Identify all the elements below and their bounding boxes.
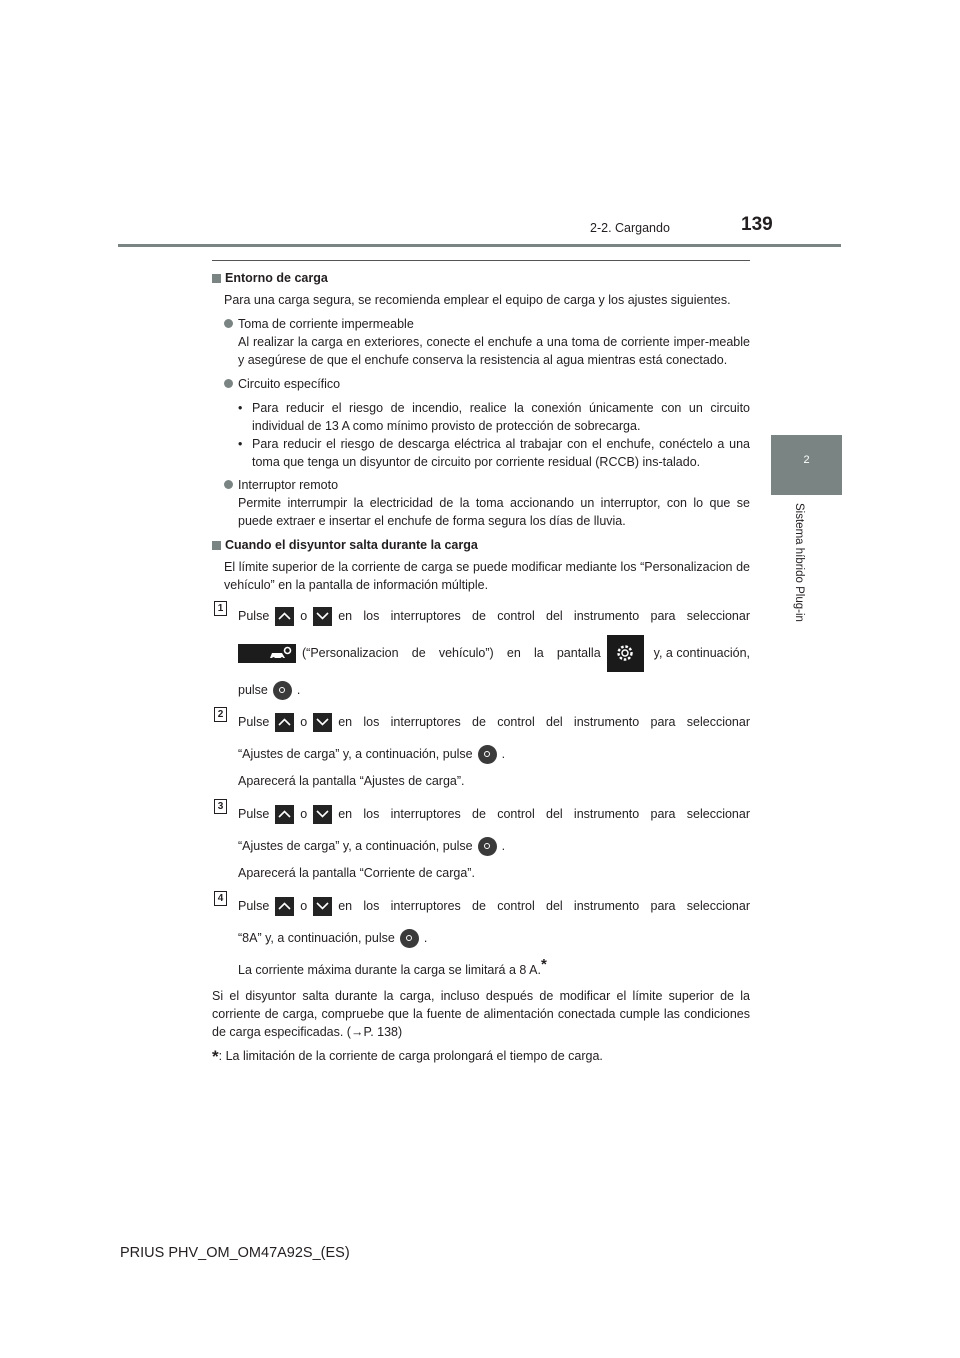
ok-button-icon xyxy=(400,929,419,948)
footnote-text: : La limitación de la corriente de carga prolongará el tiempo de carga. xyxy=(218,1049,603,1064)
step-2: 2 Pulse o en los interruptores de control del instrumento para seleccionar “Ajustes de carga” y, a continuación, pulse . Aparecerá la pantalla “Ajustes de carga”. xyxy=(212,706,750,790)
square-bullet-icon xyxy=(212,274,221,283)
chevron-up-icon xyxy=(275,607,294,626)
document-code: PRIUS PHV_OM_OM47A92S_(ES) xyxy=(120,1245,350,1261)
bullet-item xyxy=(224,476,750,530)
section-heading-charging-environment xyxy=(212,269,750,287)
page-number: 139 xyxy=(741,214,773,235)
page-content xyxy=(212,260,750,1066)
step-number: 2 xyxy=(214,707,227,722)
footnote-mark: * xyxy=(540,956,547,973)
bullet-title: Circuito específico xyxy=(238,377,341,391)
bullet-title: Toma de corriente impermeable xyxy=(238,317,414,331)
dot-list xyxy=(238,399,750,471)
ok-button-icon xyxy=(478,837,497,856)
bullet-item xyxy=(224,375,750,393)
chevron-down-icon xyxy=(313,897,332,916)
bullet-item xyxy=(224,315,750,369)
section-intro: Para una carga segura, se recomienda emplear el equipo de carga y los ajustes siguientes. xyxy=(224,293,731,307)
circle-bullet-icon xyxy=(224,480,233,489)
chevron-down-icon xyxy=(313,607,332,626)
ok-button-icon xyxy=(478,745,497,764)
ok-button-icon xyxy=(273,681,292,700)
footnote-mark: * xyxy=(212,1047,219,1067)
section-heading-text: Entorno de carga xyxy=(225,271,328,285)
chapter-tab-label-box xyxy=(778,500,834,660)
gear-icon xyxy=(607,635,644,672)
step-number: 1 xyxy=(214,601,227,616)
content-divider xyxy=(212,260,750,261)
step-1: 1 Pulse o en los interruptores de control del instrumento para seleccionar (“Personalizacion de vehículo”) en la pantalla y, a continuación, pulse . xyxy=(212,600,750,706)
step-3: 3 Pulse o en los interruptores de control del instrumento para seleccionar “Ajustes de carga” y, a continuación, pulse . Aparecerá la pantalla “Corriente de carga”. xyxy=(212,798,750,882)
circle-bullet-icon xyxy=(224,379,233,388)
bullet-text: Permite interrumpir la electricidad de la toma accionando un interruptor, con lo que se puede extraer e insertar el enchufe de forma segura los días de lluvia. xyxy=(238,496,750,528)
circle-bullet-icon xyxy=(224,319,233,328)
step-4: 4 Pulse o en los interruptores de control del instrumento para seleccionar “8A” y, a continuación, pulse . La corriente máxima durante la carga se limitará a 8 A.* xyxy=(212,890,750,979)
step-note: La corriente máxima durante la carga se limitará a 8 A.* xyxy=(238,956,547,978)
header-section-title: 2-2. Cargando xyxy=(590,221,670,235)
step-note: Aparecerá la pantalla “Ajustes de carga”. xyxy=(238,774,465,788)
chevron-up-icon xyxy=(275,713,294,732)
chevron-up-icon xyxy=(275,805,294,824)
section-intro: El límite superior de la corriente de carga se puede modificar mediante los “Personalizacion de vehículo” en la pantalla de información múltiple. xyxy=(224,560,750,592)
bullet-text: Al realizar la carga en exteriores, conecte el enchufe a una toma de corriente imper-meable y asegúrese de que el enchufe conserva la resistencia al agua mientras está conectado. xyxy=(238,335,750,367)
chapter-tab-label: Sistema híbrido Plug-in xyxy=(793,503,805,622)
step-number: 3 xyxy=(214,799,227,814)
footnote xyxy=(212,1047,750,1066)
header-divider xyxy=(118,244,841,247)
square-bullet-icon xyxy=(212,541,221,550)
step-number: 4 xyxy=(214,891,227,906)
bullet-title: Interruptor remoto xyxy=(238,478,339,492)
section-heading-text: Cuando el disyuntor salta durante la carga xyxy=(225,538,478,552)
chevron-down-icon xyxy=(313,713,332,732)
chapter-tab-number: 2 xyxy=(803,454,810,466)
dot-list-item: • Para reducir el riesgo de incendio, realice la conexión únicamente con un circuito individual de 13 A como mínimo provisto de protección de sobrecarga. xyxy=(238,401,750,433)
chevron-down-icon xyxy=(313,805,332,824)
step-note: Aparecerá la pantalla “Corriente de carga”. xyxy=(238,866,475,880)
car-gear-icon xyxy=(238,644,296,663)
section-heading-breaker-trips xyxy=(212,536,750,554)
closing-paragraph: Si el disyuntor salta durante la carga, incluso después de modificar el límite superior de la corriente de carga, compruebe que la fuente de alimentación conectada cumple las condiciones de carga especificadas. (→P. 138) xyxy=(212,989,750,1040)
dot-list-item: • Para reducir el riesgo de descarga eléctrica al trabajar con el enchufe, conéctelo a una toma que tenga un disyuntor de circuito por corriente residual (RCCB) ins-talado. xyxy=(238,437,750,469)
chevron-up-icon xyxy=(275,897,294,916)
